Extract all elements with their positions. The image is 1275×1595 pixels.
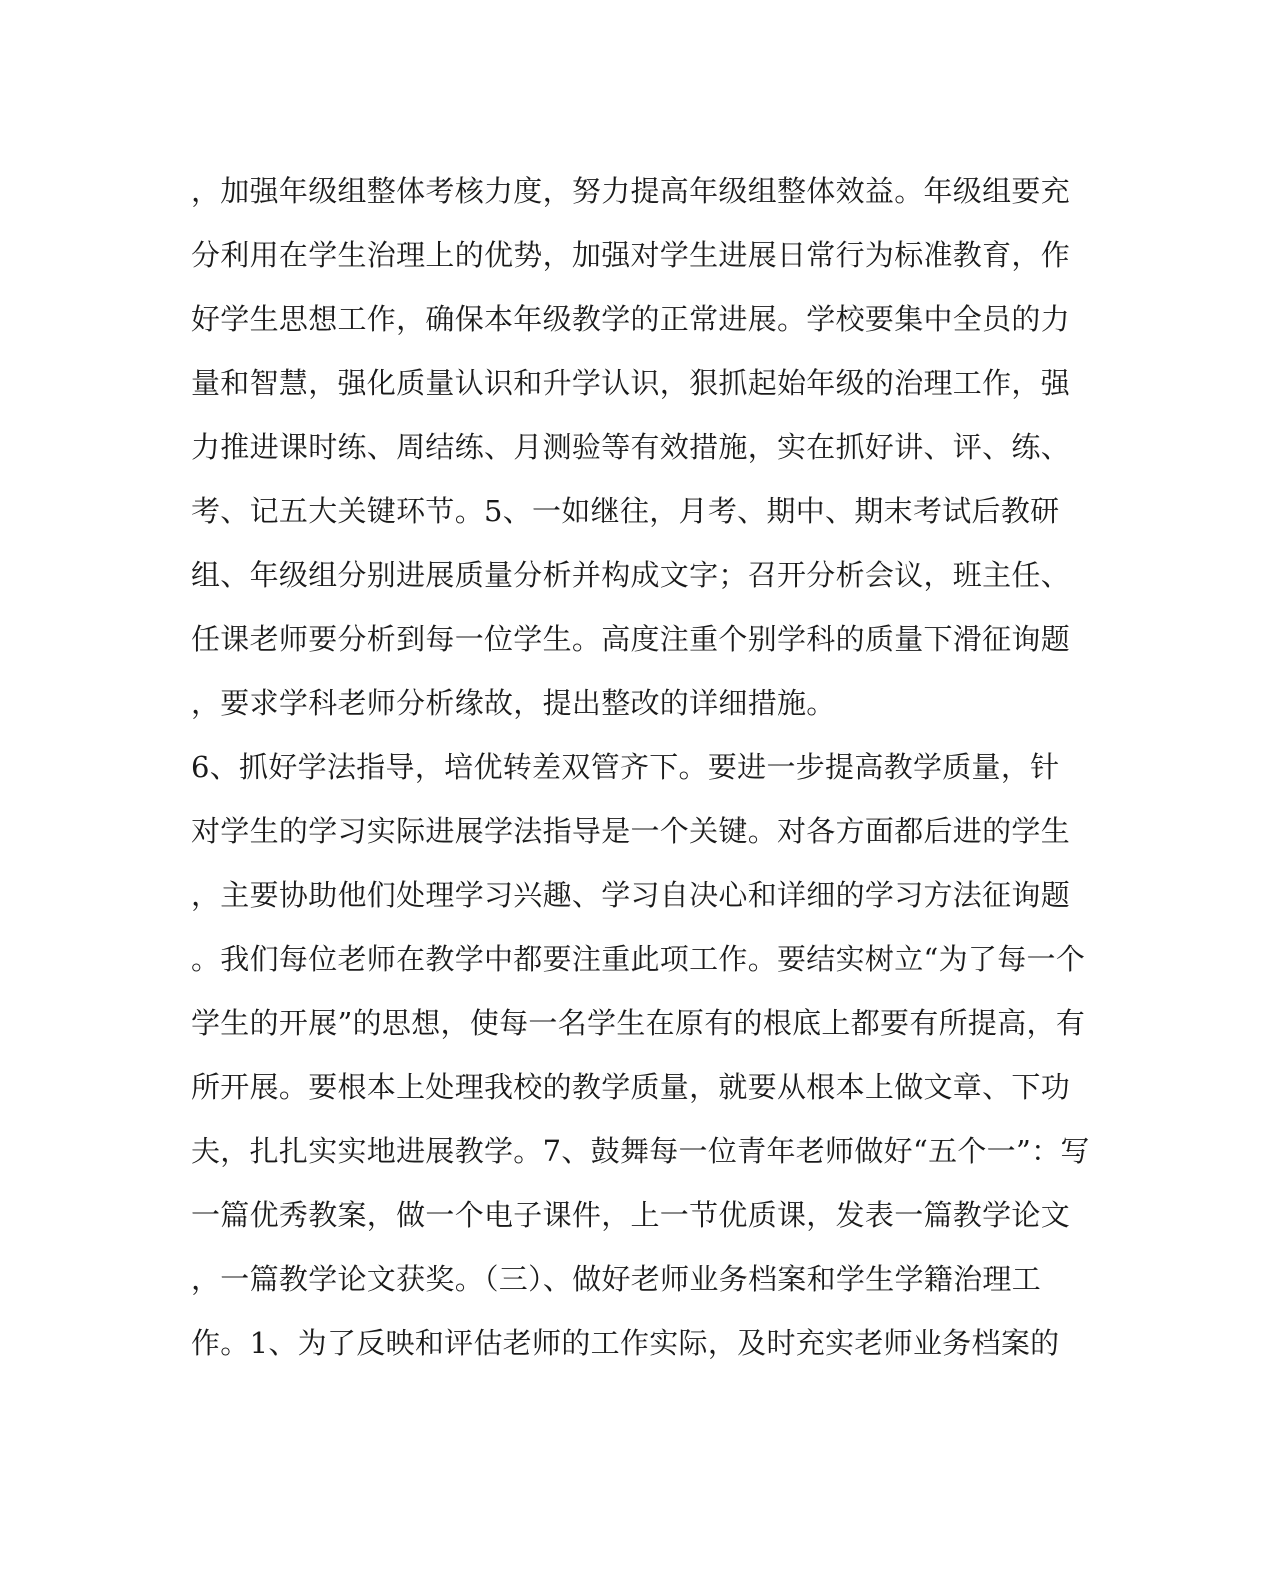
- text-line-7: 组、年级组分别进展质量分析并构成文字；召开分析会议，班主任、: [191, 558, 1071, 592]
- text-line-3: 好学生思想工作，确保本年级教学的正常进展。学校要集中全员的力: [191, 302, 1071, 336]
- text-line-1: ，加强年级组整体考核力度，努力提高年级组整体效益。年级组要充: [191, 174, 1071, 208]
- text-line-4: 量和智慧，强化质量认识和升学认识，狠抓起始年级的治理工作，强: [191, 366, 1071, 400]
- text-line-8: 任课老师要分析到每一位学生。高度注重个别学科的质量下滑征询题: [191, 622, 1071, 656]
- text-line-2: 分利用在学生治理上的优势，加强对学生进展日常行为标准教育，作: [191, 238, 1071, 272]
- text-line-10: 6、抓好学法指导，培优转差双管齐下。要进一步提高教学质量，针: [191, 750, 1060, 784]
- text-line-14: 学生的开展”的思想，使每一名学生在原有的根底上都要有所提高，有: [191, 1006, 1086, 1040]
- text-line-16: 夫，扎扎实实地进展教学。7、鼓舞每一位青年老师做好“五个一”：写: [191, 1134, 1090, 1168]
- text-line-17: 一篇优秀教案，做一个电子课件，上一节优质课，发表一篇教学论文: [191, 1198, 1071, 1232]
- text-line-15: 所开展。要根本上处理我校的教学质量，就要从根本上做文章、下功: [191, 1070, 1071, 1104]
- text-line-6: 考、记五大关键环节。5、一如继往，月考、期中、期末考试后教研: [191, 494, 1060, 528]
- text-line-9: ，要求学科老师分析缘故，提出整改的详细措施。: [191, 686, 836, 720]
- text-line-5: 力推进课时练、周结练、月测验等有效措施，实在抓好讲、评、练、: [191, 430, 1071, 464]
- text-line-18: ，一篇教学论文获奖。（三）、做好老师业务档案和学生学籍治理工: [191, 1262, 1042, 1296]
- text-line-13: 。我们每位老师在教学中都要注重此项工作。要结实树立“为了每一个: [191, 942, 1086, 976]
- text-line-11: 对学生的学习实际进展学法指导是一个关键。对各方面都后进的学生: [191, 814, 1071, 848]
- text-line-19: 作。1、为了反映和评估老师的工作实际，及时充实老师业务档案的: [191, 1326, 1060, 1360]
- text-line-12: ，主要协助他们处理学习兴趣、学习自决心和详细的学习方法征询题: [191, 878, 1071, 912]
- body-text: [191, 159, 1091, 1375]
